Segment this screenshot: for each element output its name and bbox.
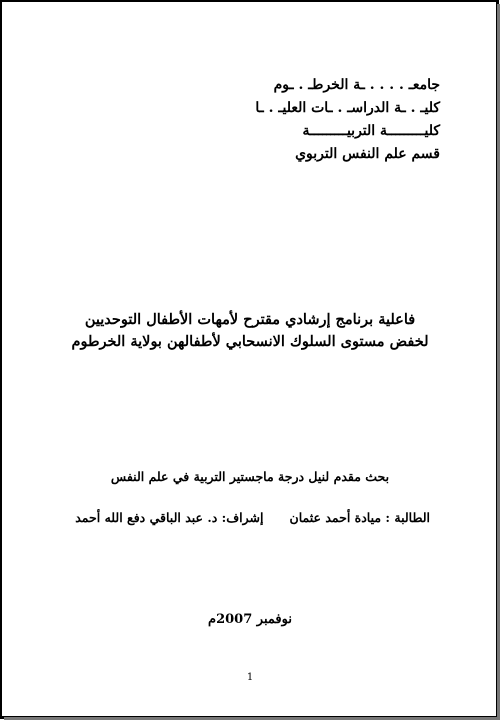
thesis-title-line-1: فاعلية برنامج إرشادي مقترح لأمهات الأطفال التوحديين [84, 311, 416, 328]
supervisor-name: إشراف: د. عبد الباقي دفع الله أحمد [75, 510, 264, 525]
graduate-college-name: كليـ . ـة الدراسـ . ـات العليـ . ـا [255, 100, 440, 116]
author-supervisor-line [75, 510, 430, 525]
submission-date: نوفمبر 2007م [208, 612, 292, 627]
degree-statement: بحث مقدم لنيل درجة ماجستير التربية في علم النفس [110, 469, 390, 484]
student-name: الطالبة : ميادة أحمد عثمان [289, 510, 430, 525]
institution-header [255, 74, 440, 166]
university-name: جامعـ . . . . ـة الخرطـ . ـوم [273, 77, 440, 93]
page-number: 1 [246, 672, 254, 683]
thesis-title-line-2: لخفض مستوى السلوك الانسحابي لأطفالهن بولاية الخرطوم [71, 333, 429, 350]
thesis-title [40, 309, 460, 353]
department-name: قسم علم النفس التربوي [295, 146, 440, 162]
faculty-name: كليـــــــــة التربيـــــــــة [302, 123, 440, 139]
